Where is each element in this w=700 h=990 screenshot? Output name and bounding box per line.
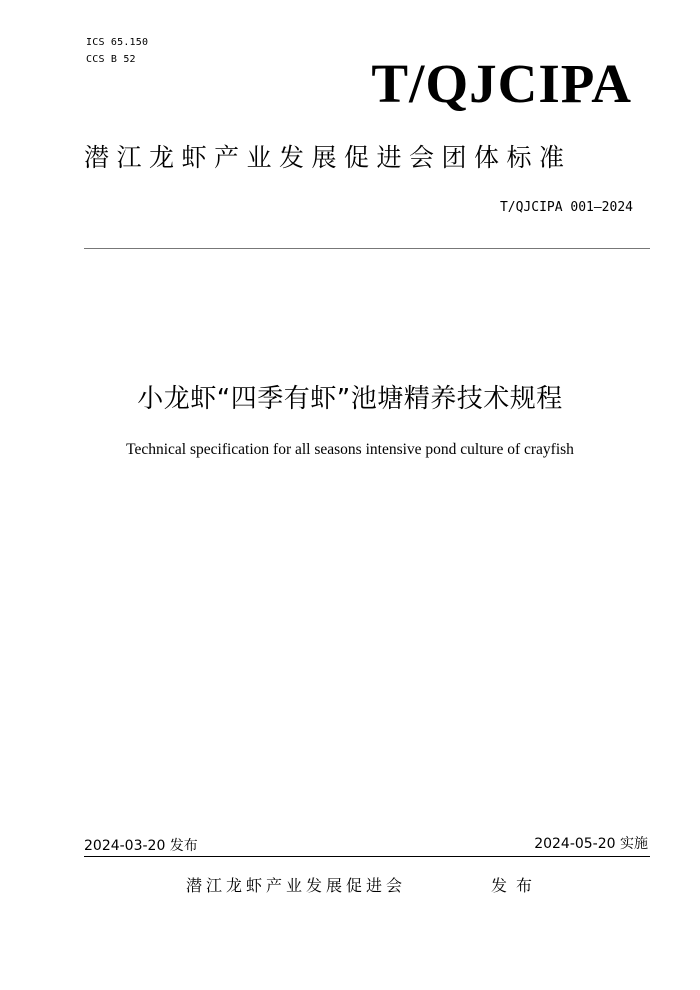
publisher-name: 潜江龙虾产业发展促进会 <box>186 876 407 895</box>
standard-brand-logo: T/QJCIPA <box>371 53 632 114</box>
document-title-chinese: 小龙虾“四季有虾”池塘精养技术规程 <box>137 384 563 414</box>
document-title-english: Technical specification for all seasons intensive pond culture of crayfish <box>126 441 574 458</box>
top-divider <box>84 248 650 249</box>
ccs-code: CCS B 52 <box>86 54 136 65</box>
bottom-divider <box>84 856 650 857</box>
standard-number: T/QJCIPA 001—2024 <box>499 200 633 215</box>
organization-standard-title: 潜江龙虾产业发展促进会团体标准 <box>84 143 572 172</box>
publish-label: 发布 <box>491 876 542 895</box>
effective-date: 2024-05-20 实施 <box>534 836 648 852</box>
ics-code: ICS 65.150 <box>86 37 149 48</box>
issue-date: 2024-03-20 发布 <box>84 838 198 854</box>
